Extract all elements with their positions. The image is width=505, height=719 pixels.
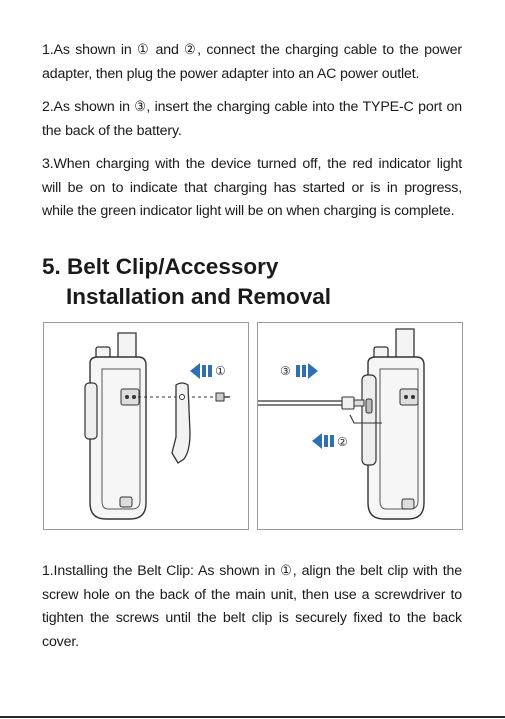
instruction-step-2: 2.As shown in ③, insert the charging cable into the TYPE-C port on the back of the battery.: [42, 99, 462, 139]
charging-port-figure: [257, 322, 463, 530]
install-arrow-icon: [190, 363, 212, 379]
callout-3: ③: [280, 364, 291, 378]
charging-illustration: [258, 323, 462, 529]
belt-clip-illustration: [44, 323, 248, 529]
connect-arrow-icon: [312, 433, 334, 449]
callout-1: ①: [215, 364, 226, 378]
instruction-step-1: 1.As shown in ① and ②, connect the charging cable to the power adapter, then plug the power adapter into an AC power outlet.: [42, 42, 462, 82]
section-title-line2: Installation and Removal: [66, 284, 332, 309]
instruction-step-3: 3.When charging with the device turned off, the red indicator light will be on to indicate that charging has started or is in progress, while the green indicator light will be on when charging is complete.: [42, 156, 462, 219]
insert-arrow-icon: [296, 363, 318, 379]
callout-2: ②: [337, 435, 348, 449]
bottom-divider: [0, 716, 505, 718]
section-number: 5.: [42, 254, 61, 279]
belt-clip-install-step: 1.Installing the Belt Clip: As shown in ①, align the belt clip with the screw hole on the back of the main unit, then use a screwdriver to tighten the screws until the belt clip is securely fixed to the back cover.: [42, 563, 462, 650]
section-heading: [42, 252, 472, 312]
belt-clip-install-figure: [43, 322, 249, 530]
section-title-line1: Belt Clip/Accessory: [67, 254, 279, 279]
